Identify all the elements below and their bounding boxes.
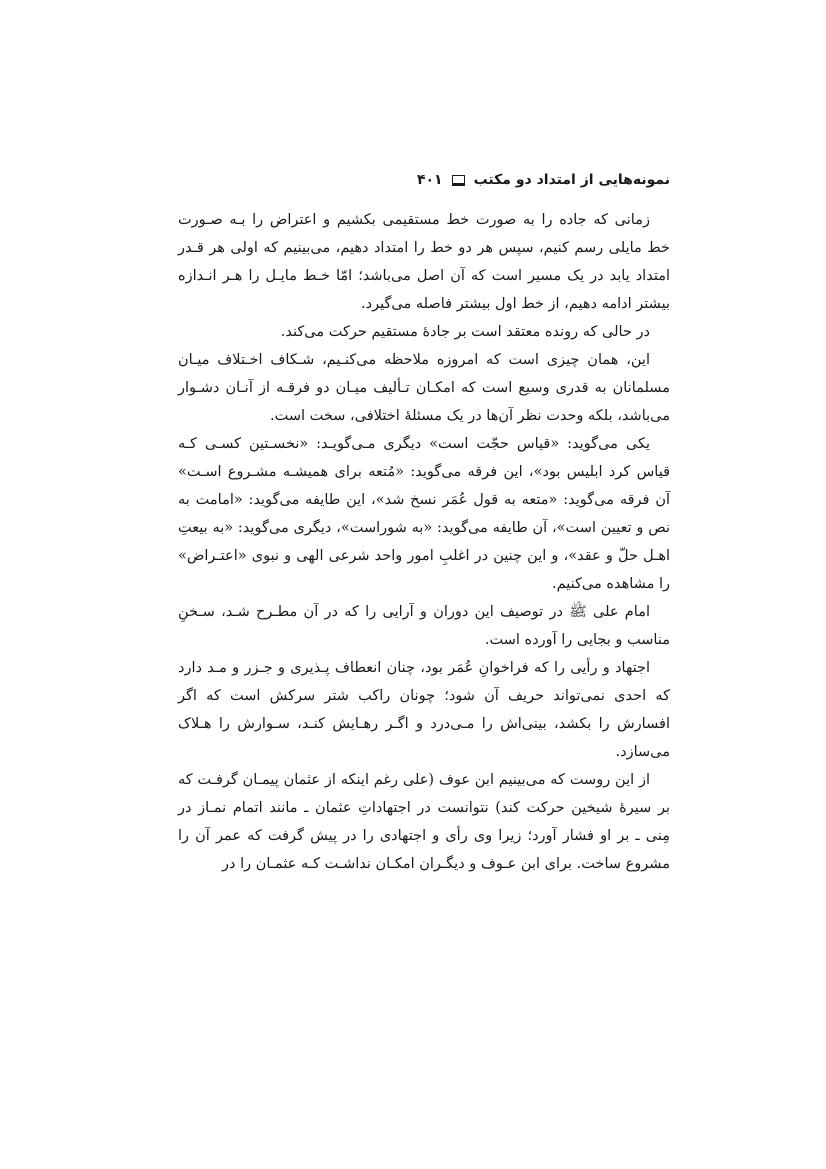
paragraph: امام علی ﷺ در توصیف این دوران و آرایی را که در آن مطـرح شـد، سـخنِ مناسب و بجایی را آورده است. [178, 604, 670, 648]
page-number: ۴۰۱ [416, 172, 443, 188]
header-box-icon [452, 175, 465, 186]
running-header [178, 168, 670, 192]
paragraph: در حالی که رونده معتقد است بر جادهٔ مستقیم حرکت می‌کند. [280, 324, 650, 340]
paragraph: یکی می‌گوید: «قیاس حجّت است» دیگری مـی‌گویـد: «نخسـتین کسـی کـه قیاس کرد ابلیس بود»، این فرقه می‌گوید: «مُتعه برای همیشـه مشـروع اسـت» آن فرقه می‌گوید: «متعه به قول عُمَر نسخ شد»، این طایفه می‌گوید: «امامت به نص و تعیین است»، آن طایفه می‌گوید: «به شوراست»، دیگری می‌گوید: «به بیعتِ اهـل حلّ و عقد»، و این چنین در اغلبِ امور واحد شرعی الهی و نبوی «اعتـراض» را مشاهده می‌کنیم. [178, 436, 670, 592]
paragraph: این، همان چیزی است که امروزه ملاحظه می‌کنـیم، شـکاف اخـتلاف میـان مسلمانان به قدری وسیع است که امکـان تـألیف میـان دو فرقـه از آنـان دشـوار می‌باشد، بلکه وحدت نظر آن‌ها در یک مسئلهٔ اختلافی، سخت است. [178, 352, 670, 424]
body-text [178, 206, 670, 878]
paragraph: زمانی که جاده را به صورت خط مستقیمی بکشیم و اعتراض را بـه صـورت خط مایلی رسم کنیم، سپس هر دو خط را امتداد دهیم، می‌بینیم که اولی هر قـدر امتداد یابد در یک مسیر است که آن اصل می‌باشد؛ امّا خـط مایـل را هـر انـدازه بیشتر ادامه دهیم، از خط اول بیشتر فاصله می‌گیرد. [178, 212, 670, 312]
book-page [178, 168, 670, 878]
header-title: نمونه‌هایی از امتداد دو مکتب [473, 172, 670, 188]
paragraph: از این روست که می‌بینیم ابن عوف (علی رغم اینکه از عثمان پیمـان گرفـت که بر سیرهٔ شیخین حرکت کند) نتوانست در اجتهاداتِ عثمان ـ مانند اتمام نمـاز در مِنی ـ بر او فشار آورد؛ زیرا وی رأی و اجتهادی را در پیش گرفت که عمر آن را مشروع ساخت. برای ابن عـوف و دیگـران امکـان نداشـت کـه عثمـان را در [178, 772, 670, 872]
paragraph: اجتهاد و رأیی را که فراخوانِ عُمَر بود، چنان انعطاف پـذیری و جـزر و مـد دارد که احدی نمی‌تواند حریف آن شود؛ چونان راکب شتر سرکش است که اگر افسارش را بکشد، بینی‌اش را مـی‌درد و اگـر رهـایش کنـد، سـوارش را هـلاک می‌سازد. [178, 660, 670, 760]
